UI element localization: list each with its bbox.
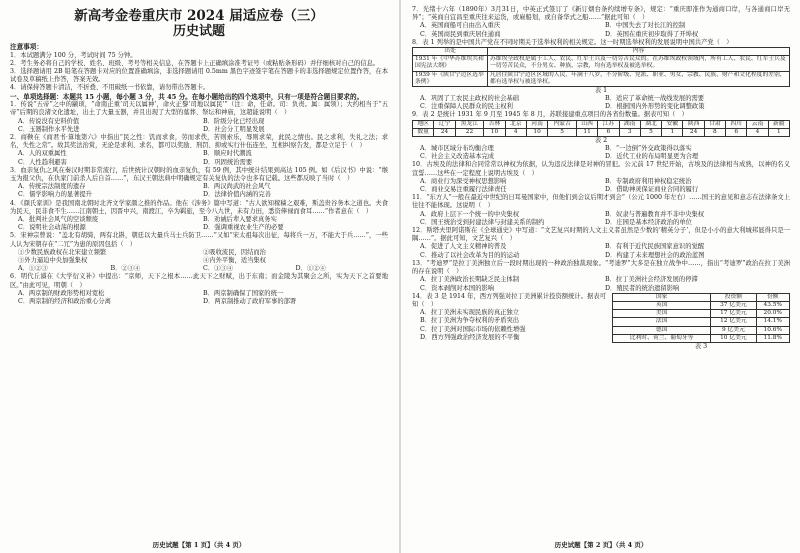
question-13: 13．“考迪罗”是拉丁美洲独立后一段时期出现的一种政治独裁现象。“考迪罗”大多是在独立战争中……，指出“考迪罗”政治在拉丁美洲的存在说明（ ） (412, 259, 790, 276)
option: B．“一边倒”外交政策得以落实 (605, 145, 692, 153)
option: A．商业行为深受神权思想影响 (420, 177, 507, 185)
option: C．儒学影响力的显著提升 (18, 191, 93, 199)
option: A．政府上层下一个统一的中央集权 (420, 210, 520, 218)
table-cell: 数量 (413, 128, 434, 136)
table-cell: 1 (768, 128, 789, 136)
table-cell: 美国 (613, 310, 711, 318)
option: D．英国在重庆初步取得了开埠权 (605, 30, 699, 38)
table-cell: 24 (683, 128, 704, 136)
question-1-options (10, 118, 388, 134)
option: C．说明社会动荡的根源 (18, 224, 86, 232)
table-row (413, 128, 790, 136)
question-4-options (10, 216, 388, 232)
option: A．巩固了工农民主政权的社会基础 (420, 95, 520, 103)
option: B．两汉尚武的社会风气 (203, 183, 271, 191)
option: A．人的双重属性 (18, 150, 67, 158)
option: A．两京制的财政形势相对宽松 (18, 289, 105, 297)
question-3-options (10, 183, 388, 199)
notice-item: 2．考生务必将自己的学校、姓名、班级、考号等相关信息，在答题卡上正确填涂准考证号（或粘贴条形码）并仔细核对自己的信息。 (10, 59, 380, 67)
option: A．促进了人文主义精神的普及 (420, 243, 507, 251)
table-header: 黑龙江 (455, 120, 484, 128)
table-2 (412, 120, 790, 137)
table-header: 甘肃 (704, 120, 725, 128)
option: A．拉丁美洲政治长期缺乏民主体制 (420, 276, 520, 284)
table-cell: 20.0% (756, 310, 789, 318)
option: C．注重保障人民群众的民主权利 (420, 103, 513, 111)
option: A．传统宗法制度的遗存 (18, 183, 86, 191)
option: B．两京制确保了国家的统一 (203, 289, 284, 297)
table-2-caption: 表 2 (594, 137, 608, 145)
question-13-options (412, 276, 790, 292)
table-header: 地区 (413, 120, 434, 128)
table-3 (612, 293, 790, 343)
option: C．社会主义改造基本完成 (420, 153, 495, 161)
option: ①少数民族政权在北宋建立频繁 (18, 248, 107, 256)
question-9-options (412, 145, 790, 161)
table-3-caption: 表 3 (694, 342, 708, 350)
option: C．拉丁美洲对国际市场的依赖性增强 (420, 325, 526, 333)
option: D．两京制推动了政府军事的部署 (203, 298, 297, 306)
option: B．劝诫后辈入要求真务实 (203, 216, 277, 224)
exam-page-1 (0, 0, 398, 553)
question-7: 7．光绪十六年（1890年）3月31日，中英正式签订了《新订烟台条约续增专条》，规定：“重庆即准作为通商口岸，与各通商口岸无异”；“英商自宜昌至重庆往来运货，或雇船划，或自备华式之船……”据此可知（ ） (412, 6, 790, 22)
table-row (613, 318, 790, 326)
table-header: 新疆 (768, 120, 789, 128)
question-1: 1．传说“五帝”之中的颛顼，“命南正重‘司天以属神’，命火正黎‘司地以属民’”（注：命，任命。司：负责。属：属领）；大约相当于“五帝”后期的良渚文化遗址，出土了大量玉器，并且出现了大型的墓葬、祭坛和神庙，这超能说明（ ） (10, 101, 388, 117)
option: B．适应了革命统一战线发展的需要 (605, 95, 705, 103)
section-heading: 一、单项选择题：本题共 15 小题，每小题 3 分，共 45 分。在每小题给出的四个选项中，只有一项是符合题目要求的。 (10, 92, 364, 101)
option: D．强调重视农业生产的必要 (203, 224, 284, 232)
table-cell: 5 (640, 128, 661, 136)
option: A．城市区域分布均衡合理 (420, 145, 494, 153)
table-cell: 5 (548, 128, 577, 136)
table-row (613, 326, 790, 334)
option: D．西方列强政治经济发展的不平衡 (420, 333, 520, 341)
table-cell: 22 (455, 128, 484, 136)
table-cell: 法国 (613, 318, 711, 326)
question-12-options (412, 243, 790, 259)
option: D．巩固统治需要 (203, 158, 253, 166)
table-cell: 苏维埃全政权是属于工人、农民、红军士兵及一切劳苦民众的。在苏维埃政权领域内，所有工人、农民、红军士兵及一切劳苦民众，不分男女、种族、宗教，均有选举权及被选举权。 (488, 56, 790, 71)
table-header: 江苏 (598, 120, 619, 128)
table-header: 北京 (505, 120, 526, 128)
option: A．英国商船可自由出入重庆 (420, 22, 501, 30)
option: B．奴隶与普遍教育并不非中央集权 (605, 210, 705, 218)
table-cell: 凡居住陕甘宁边区区域的人民，年满十八岁，不分阶级、党派、职业、男女、宗教、民族、财产和文化程度的差别，都有选举权与被选举权。 (488, 71, 790, 86)
question-14: 14．表 3 是 1914 年，西方列强对拉丁美洲累计投资额统计。据表可知（ ） (412, 292, 606, 308)
table-header: 四川 (726, 120, 747, 128)
option: C．两京制的经济和政治重心分离 (18, 298, 111, 306)
table-cell: 14.1% (756, 318, 789, 326)
question-14-table-col (612, 293, 790, 351)
table-header-row (413, 120, 790, 128)
question-9: 9．表 2 是统计 1931 年 9 月至 1945 年 8 月，苏联接建重点项目的各省份数量。据表可知（ ） (412, 111, 688, 119)
option: B．阶级分化已经出现 (203, 117, 265, 125)
question-2-options (10, 150, 388, 166)
page-footer: 历史试题【第 2 页】（共 4 页） (554, 541, 648, 549)
question-10: 10．古埃及的法律和合同常常以神权为依据，认为违反法律是对神的冒犯。公元前 17 世纪开始，古埃及的法律相当成熟，以神的名义宣誓……这些在一定程度上说明古埃及（ ） (412, 161, 790, 177)
option: A．批判社会风气的空谈颓废 (18, 216, 99, 224)
table-header: 吉林 (484, 120, 505, 128)
table-cell: 德国 (613, 326, 711, 334)
page-divider (399, 0, 401, 553)
question-14-options (412, 309, 606, 342)
exam-page-2 (402, 0, 800, 553)
table-cell: 4 (747, 128, 768, 136)
notice-item: 4．请保持答题卡清洁，不折叠、不用破纸一书依靠，请勿带出答题卡。 (10, 84, 210, 92)
table-cell: 3 (619, 128, 640, 136)
question-14-text-col (412, 293, 606, 351)
question-2: 2．商鞅在《商君书·算地第六》中指出“民之性：饥而求食，劳而求佚，苦则索乐，辱则求荣，此民之情也。民之求利，失礼之法；求名，失性之常”。故其奖法治赏，无论是求利、求名，都可以奖励、刑罚、抑或实行什伍连坐，互相纠察告发，都是立足于（ ） (10, 134, 388, 150)
option: C．商业交易注重履行法律责任 (420, 186, 507, 194)
table-header: 份额 (756, 293, 789, 301)
table-header: 山西 (576, 120, 597, 128)
table-header-row (413, 48, 790, 56)
table-cell: 1931 年《中华苏维埃共和国宪法大纲》 (413, 56, 488, 71)
table-cell: 12 亿美元 (711, 318, 756, 326)
option: B．拉丁美洲社会经济发展的停滞 (605, 276, 698, 284)
question-5: 5．宋神宗曾说：“盖北有胡骑，两有北斟，朝廷以大量兵马士兵防卫……”又如“宋太祖每次出征，每将兵一万，不能大于兵……”，一些人认为宋朝存在“二冗”为患的原因包括（ ） (10, 232, 388, 248)
option: C．资本剥削对本国的影响 (420, 284, 495, 292)
exam-title: 新高考金卷重庆市 2024 届适应卷（三） (74, 8, 324, 24)
table-header: 内蒙古 (548, 120, 577, 128)
table-row (613, 334, 790, 342)
option: D．构建了未来理想社会的政治蓝图 (605, 251, 705, 259)
question-8: 8．表 1 列举的是中国共产党在不同时期关于选举权利的相关规定。这一时期选举权利的发展说明中国共产党（ ） (412, 38, 733, 46)
option: A．①②③ (18, 265, 48, 273)
table-header: 国家 (613, 293, 711, 301)
exam-subtitle: 历史试题 (172, 24, 225, 39)
table-header: 出处 (413, 48, 488, 56)
notice-heading: 注意事项： (10, 43, 43, 51)
table-row (413, 71, 790, 86)
question-11-options (412, 211, 790, 227)
option: B．专制政府利用神权稳定统治 (605, 177, 692, 185)
option: D．①②④ (295, 265, 326, 273)
question-8-options (412, 95, 790, 111)
option: D．根据国内外形势的变化调整政策 (605, 103, 705, 111)
table-cell: 9 亿美元 (711, 326, 756, 334)
table-cell: 43.5% (756, 301, 789, 309)
option: ④内外平衡，适当集权 (203, 257, 266, 265)
table-cell: 10 亿美元 (711, 334, 756, 342)
table-row (613, 301, 790, 309)
table-cell: 1939 年《陕甘宁边区选举条例》 (413, 71, 488, 86)
question-4: 4．《颜氏家训》是我国南北朝时北齐文学家颜之推的作品。他在《涉务》篇中写道：“古人欲知稼穑之艰难，斯盖贵谷务本之道也。夫食为民天，民非食不生……江南朝士，因晋中兴，南渡江，卒为羁旅，至今八九世，未有力田，悉资俸禄而食耳……”作者意在（ ） (10, 199, 388, 215)
table-cell: 10.6% (756, 326, 789, 334)
table-header: 辽宁 (434, 120, 455, 128)
question-6-options (10, 290, 388, 306)
question-3: 3．血亲复仇之风在秦汉时期非常流行，后世统计汉朝时的血亲复仇，有 59 例，其中统计结果到高达 105 例。如《后汉书》中说：“缑玉为报父仇，在仇家门前杀人后自首……”，东汉王朝法典中明确规定有关复仇的法令也多有记载。这些都反映了当时（ ） (10, 166, 388, 183)
table-cell: 6 (726, 128, 747, 136)
option: C．英国商民到重庆居住通商 (420, 30, 501, 38)
table-cell: 37 亿美元 (711, 301, 756, 309)
notice-item: 1．本试题满分 100 分，考试时间 75 分钟。 (10, 51, 137, 59)
table-cell: 24 (434, 128, 455, 136)
table-header: 湖北 (640, 120, 661, 128)
option: ②吸收流民，因结而治 (203, 248, 266, 256)
option: ③外力逼迫中央加强集权 (18, 257, 88, 265)
option: C．①③④ (203, 265, 234, 273)
question-14-block (412, 293, 790, 351)
question-12: 12．斯塔夫里阿诺斯在《全球通史》中写道：“文艺复兴时期的人文主义者虽然是少数的‘精英分子’，但是小小的意大利城邦显得只是一隅……”。据此可知，文艺复兴（ ） (412, 227, 790, 243)
table-header: 河南 (526, 120, 547, 128)
table-cell: 11 (576, 128, 597, 136)
table-row (613, 310, 790, 318)
table-cell: 1 (662, 128, 683, 136)
option: C．玉器制作水平先进 (18, 125, 80, 133)
option: B．中国失去了对长江的控制 (605, 22, 686, 30)
table-cell: 11.8% (756, 334, 789, 342)
table-header: 内容 (488, 48, 790, 56)
table-cell: 17 亿美元 (711, 310, 756, 318)
option: D．借助神灵保证商业合同的履行 (605, 186, 699, 194)
question-11: 11．“东方人”一般在最近中世纪的日耳曼国家中，但他们到会议后期才到会”（公元 1000 年左右）……国王的意见和意志在法律条文上往往不能体现。这说明（ ） (412, 194, 790, 210)
table-header: 云南 (747, 120, 768, 128)
option: A．传说没有史料价值 (18, 117, 80, 125)
table-1-caption: 表 1 (594, 87, 608, 95)
option: D．近代工业的布局明显更为合理 (605, 153, 699, 161)
table-row (413, 56, 790, 71)
question-7-options (412, 22, 790, 38)
notice-item: 3．选择题请用 2B 铅笔在答题卡对应的位置准确填涂，非选择题请用 0.5mm 黑色字迹签字笔在答题卡的非选择题规定位置作答，在本试卷及草稿纸上作答，答案无效。 (10, 68, 388, 84)
table-cell: 6 (598, 128, 619, 136)
option: B．拉丁美洲为争夺权利的矛盾突出 (420, 317, 520, 325)
page-footer: 历史试题【第 1 页】（共 4 页） (152, 541, 246, 549)
table-header: 湖南 (619, 120, 640, 128)
table-cell: 10 (484, 128, 505, 136)
table-header-row (613, 293, 790, 301)
option: D．庄园是基本经济政治的单位 (605, 218, 692, 226)
question-5-options (10, 249, 388, 265)
option: C．国王统治受到封建法律与封建关系的制约 (420, 218, 545, 226)
option: D．社会分工明显发展 (203, 125, 265, 133)
question-10-options (412, 178, 790, 194)
table-cell: 英国 (613, 301, 711, 309)
option: D．殖民者的统治遗留影响 (605, 284, 680, 292)
table-header: 陕西 (683, 120, 704, 128)
option: B．②③④ (110, 265, 141, 273)
table-cell: 8 (704, 128, 725, 136)
option: B．有利于近代民族国家意识的觉醒 (605, 243, 705, 251)
table-cell: 10 (526, 128, 547, 136)
option: A．拉丁美洲未实现民族的真正独立 (420, 309, 520, 317)
option: B．顺应时代潮流 (203, 150, 252, 158)
table-cell: 比利时、荷兰、葡萄牙等 (613, 334, 711, 342)
table-1 (412, 47, 790, 87)
option: D．法律价值内涵的完善 (203, 191, 272, 199)
question-6: 6．明代丘濬在《大学衍义补》中提出：“京师，天下之根本……此天下之财赋，出于东南；而金陵为其聚会之所，实为天下之首要地区。”由此可见，明朝（ ） (10, 273, 388, 289)
option: C．推动了以社会改革为目的的运动 (420, 251, 520, 259)
option: C．人性趋利避害 (18, 158, 67, 166)
table-header: 投资额 (711, 293, 756, 301)
table-header: 安徽 (662, 120, 683, 128)
table-cell: 4 (505, 128, 526, 136)
